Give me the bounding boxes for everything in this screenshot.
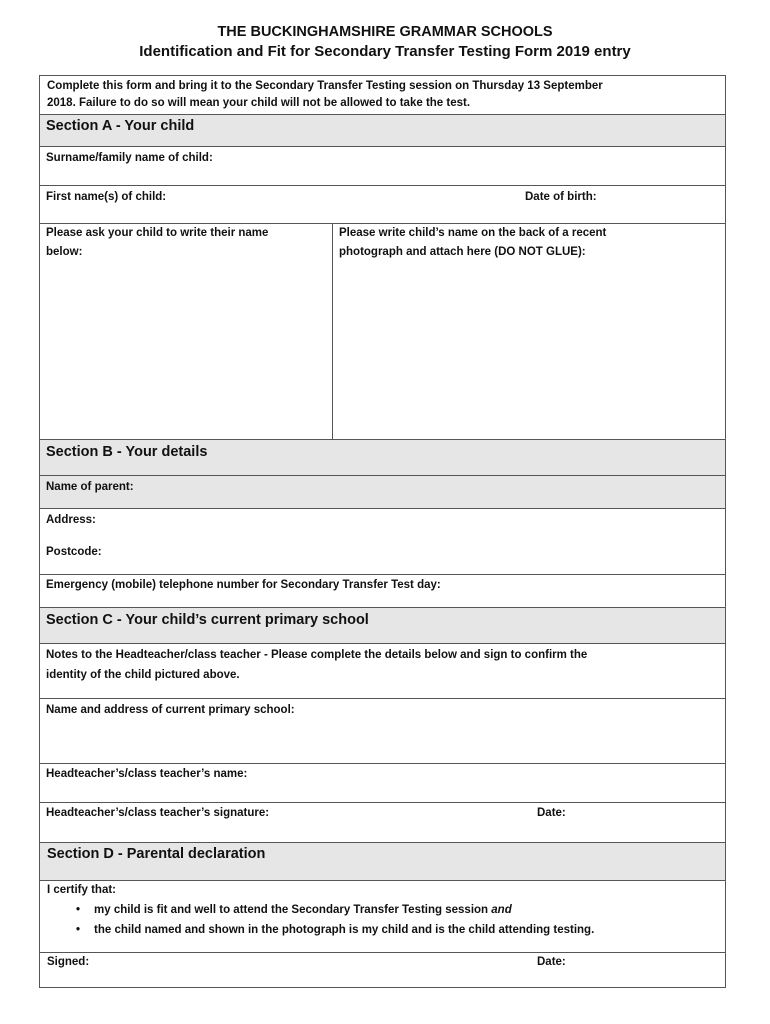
first-name-label: First name(s) of child:: [46, 191, 167, 203]
signed-date-label: Date:: [537, 956, 566, 968]
notes-row: [40, 643, 725, 698]
parent-name-row[interactable]: [40, 475, 725, 508]
declaration-list: [76, 900, 594, 940]
section-d-heading: Section D - Parental declaration: [47, 846, 266, 862]
bullet-icon: •: [76, 904, 81, 916]
declaration-item: [76, 920, 594, 940]
photo-line-1: Please write child’s name on the back of a recent: [339, 227, 607, 239]
head-name-row[interactable]: [40, 763, 725, 802]
notes-line-2: identity of the child pictured above.: [46, 669, 240, 681]
intro-line-1: Complete this form and bring it to the Secondary Transfer Testing session on Thursday 13 September: [47, 80, 603, 92]
form-subtitle: Identification and Fit for Secondary Transfer Testing Form 2019 entry: [139, 43, 631, 60]
section-a-heading: Section A - Your child: [46, 118, 195, 134]
child-writes-name-box[interactable]: [40, 224, 332, 439]
notes-line-1: Notes to the Headteacher/class teacher - Please complete the details below and sign to confirm the: [46, 649, 588, 661]
phone-row[interactable]: [40, 574, 725, 607]
school-row[interactable]: [40, 698, 725, 763]
head-name-label: Headteacher’s/class teacher’s name:: [46, 768, 248, 780]
signed-label: Signed:: [47, 956, 90, 968]
write-name-line-1: Please ask your child to write their name: [46, 227, 269, 239]
phone-label: Emergency (mobile) telephone number for Secondary Transfer Test day:: [46, 579, 441, 591]
parent-signature-row[interactable]: [40, 952, 725, 988]
write-name-line-2: below:: [46, 246, 83, 258]
declaration-emphasis: and: [491, 904, 512, 916]
postcode-label: Postcode:: [46, 546, 102, 558]
declaration-row: [40, 880, 725, 952]
head-date-label: Date:: [537, 807, 566, 819]
declaration-item: [76, 900, 594, 920]
declaration-text-2: the child named and shown in the photograph is my child and is the child attending testing.: [94, 924, 595, 936]
surname-label: Surname/family name of child:: [46, 152, 213, 164]
parent-name-label: Name of parent:: [46, 481, 134, 493]
bullet-icon: •: [76, 924, 81, 936]
address-label: Address:: [46, 514, 96, 526]
photo-line-2: photograph and attach here (DO NOT GLUE):: [339, 246, 586, 258]
form-table: [39, 75, 726, 988]
intro-row: [40, 76, 725, 114]
first-name-row[interactable]: [40, 185, 725, 223]
form-title: THE BUCKINGHAMSHIRE GRAMMAR SCHOOLS: [217, 24, 553, 40]
name-photo-row: [40, 223, 725, 439]
section-b-header: [40, 439, 725, 475]
certify-label: I certify that:: [47, 884, 117, 896]
section-b-heading: Section B - Your details: [46, 444, 208, 460]
declaration-text-1: my child is fit and well to attend the Secondary Transfer Testing session: [94, 904, 489, 916]
section-c-header: [40, 607, 725, 643]
school-label: Name and address of current primary school:: [46, 704, 295, 716]
head-signature-row[interactable]: [40, 802, 725, 842]
photo-box[interactable]: [333, 224, 725, 439]
intro-line-2: 2018. Failure to do so will mean your child will not be allowed to take the test.: [47, 97, 471, 109]
dob-label: Date of birth:: [525, 191, 597, 203]
section-a-header: [40, 114, 725, 146]
section-c-heading: Section C - Your child’s current primary school: [46, 612, 369, 628]
head-signature-label: Headteacher’s/class teacher’s signature:: [46, 807, 270, 819]
section-d-header: [40, 842, 725, 880]
address-row[interactable]: [40, 508, 725, 574]
surname-row[interactable]: [40, 146, 725, 185]
